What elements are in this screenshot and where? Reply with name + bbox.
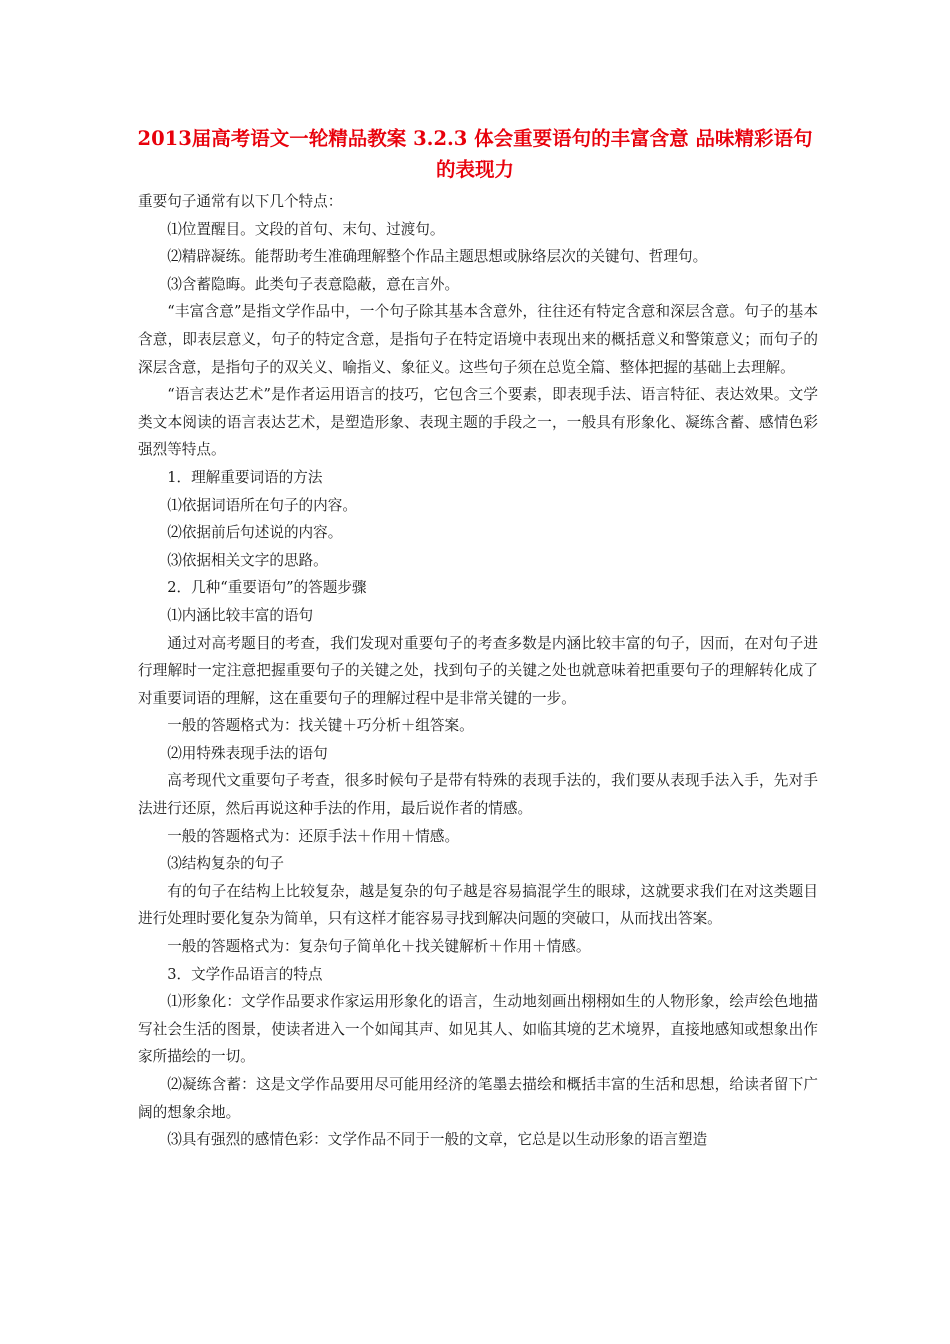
paragraph: 通过对高考题目的考查，我们发现对重要句子的考查多数是内涵比较丰富的句子，因而，在对句子进行理解时一定注意把握重要句子的关键之处，找到句子的关键之处也就意味着把重要句子的理解转化成了对重要词语的理解，这在重要句子的理解过程中是非常关键的一步。 [138,634,818,707]
paragraph: ⑴内涵比较丰富的语句 [167,606,314,624]
document-title: 2013届高考语文一轮精品教案 3.2.3 体会重要语句的丰富含意 品味精彩语句的表现力 [137,127,813,181]
paragraph: ⑴依据词语所在句子的内容。 [167,496,357,514]
paragraph: ⑵用特殊表现手法的语句 [167,744,328,762]
paragraph: ⑴形象化：文学作品要求作家运用形象化的语言，生动地刻画出栩栩如生的人物形象，绘声绘色地描写社会生活的图景，使读者进入一个如闻其声、如见其人、如临其境的艺术境界，直接地感知或想象出作家所描绘的一切。 [138,993,818,1066]
paragraph: ⑶依据相关文字的思路。 [167,551,328,569]
paragraph: 一般的答题格式为：找关键＋巧分析＋组答案。 [167,717,474,735]
paragraph: 高考现代文重要句子考查，很多时候句子是带有特殊的表现手法的，我们要从表现手法入手，先对手法进行还原，然后再说这种手法的作用，最后说作者的情感。 [138,772,818,818]
paragraph: 3．文学作品语言的特点 [167,965,323,983]
paragraph: “语言表达艺术”是作者运用语言的技巧，它包含三个要素，即表现手法、语言特征、表达效果。文学类文本阅读的语言表达艺术，是塑造形象、表现主题的手段之一，一般具有形象化、凝练含蓄、感情色彩强烈等特点。 [138,386,818,459]
paragraph: 一般的答题格式为：还原手法＋作用＋情感。 [167,827,460,845]
paragraph: 重要句子通常有以下几个特点： [138,193,343,210]
paragraph: ⑶含蓄隐晦。此类句子表意隐蔽，意在言外。 [167,275,460,293]
paragraph: 1．理解重要词语的方法 [167,468,323,486]
paragraph: 2．几种“重要语句”的答题步骤 [167,579,367,597]
paragraph: ⑴位置醒目。文段的首句、末句、过渡句。 [167,220,445,238]
paragraph: ⑵依据前后句述说的内容。 [167,524,343,542]
paragraph: 一般的答题格式为：复杂句子简单化＋找关键解析＋作用＋情感。 [167,938,591,956]
paragraph: 有的句子在结构上比较复杂，越是复杂的句子越是容易搞混学生的眼球，这就要求我们在对这类题目进行处理时要化复杂为简单，只有这样才能容易寻找到解决问题的突破口，从而找出答案。 [138,882,818,928]
paragraph: ⑶具有强烈的感情色彩：文学作品不同于一般的文章，它总是以生动形象的语言塑造 [167,1131,708,1149]
paragraph: ⑵精辟凝练。能帮助考生准确理解整个作品主题思想或脉络层次的关键句、哲理句。 [167,248,708,266]
paragraph: ⑶结构复杂的句子 [167,855,284,873]
document-body [138,188,818,1154]
paragraph: ⑵凝练含蓄：这是文学作品要用尽可能用经济的笔墨去描绘和概括丰富的生活和思想，给读者留下广阔的想象余地。 [138,1076,818,1121]
paragraph: “丰富含意”是指文学作品中，一个句子除其基本含意外，往往还有特定含意和深层含意。句子的基本含意，即表层意义，句子的特定含意，是指句子在特定语境中表现出来的概括意义和警策意义；而句子的深层含意，是指句子的双关义、喻指义、象征义。这些句子须在总览全篇、整体把握的基础上去理解。 [138,303,818,376]
